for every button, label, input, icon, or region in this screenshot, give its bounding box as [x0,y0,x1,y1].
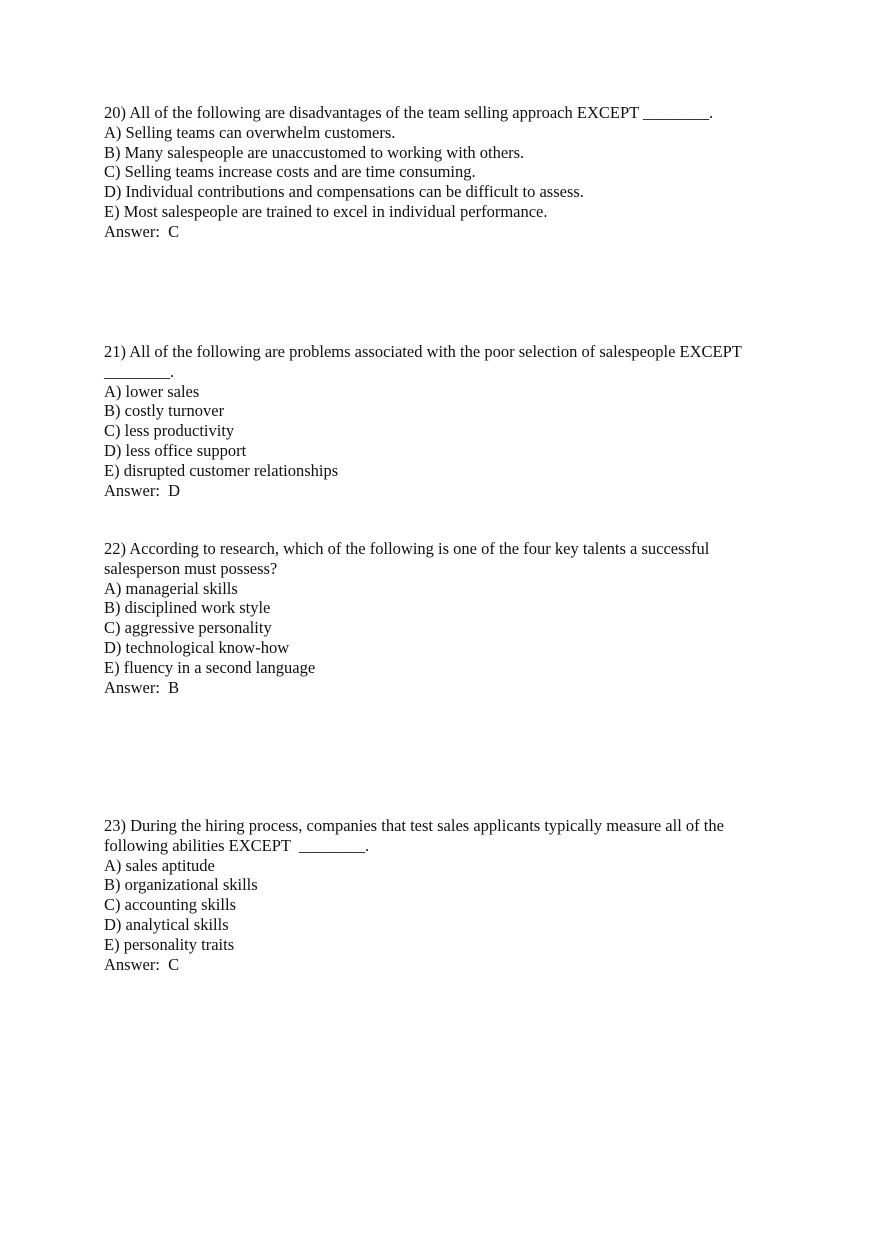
question-stem-continued: salesperson must possess? [104,558,278,578]
question-stem-continued: ________. [104,361,175,381]
answer-option-c: C) less productivity [104,421,235,441]
answer-option-a: A) sales aptitude [104,855,215,875]
answer-option-b: B) organizational skills [104,875,258,895]
answer-option-d: D) analytical skills [104,914,229,934]
answer-option-a: A) managerial skills [104,578,238,598]
answer-option-b: B) disciplined work style [104,598,271,618]
answer-option-a: A) Selling teams can overwhelm customers. [104,122,396,142]
answer-option-e: E) personality traits [104,934,235,954]
answer-key: Answer: B [104,677,180,697]
question-20 [104,103,804,242]
question-21 [104,342,804,500]
question-stem: 21) All of the following are problems associated with the poor selection of salespeople EXCEPT [104,342,742,361]
answer-option-d: D) technological know-how [104,637,290,657]
answer-option-d: D) less office support [104,440,247,460]
answer-option-e: E) disrupted customer relationships [104,460,339,480]
question-stem-continued: following abilities EXCEPT ________. [104,835,370,855]
answer-option-e: E) fluency in a second language [104,657,316,677]
question-stem: 22) According to research, which of the following is one of the four key talents a successful [104,539,710,558]
answer-option-b: B) Many salespeople are unaccustomed to working with others. [104,142,525,162]
answer-option-b: B) costly turnover [104,401,225,421]
answer-option-c: C) accounting skills [104,895,236,915]
answer-key: Answer: C [104,221,180,241]
answer-option-d: D) Individual contributions and compensations can be difficult to assess. [104,182,584,202]
question-stem: 23) During the hiring process, companies that test sales applicants typically measure all of the [104,816,724,835]
answer-option-e: E) Most salespeople are trained to excel in individual performance. [104,201,548,221]
question-stem: 20) All of the following are disadvantages of the team selling approach EXCEPT ________. [104,103,714,122]
answer-option-c: C) Selling teams increase costs and are time consuming. [104,162,476,182]
answer-key: Answer: D [104,480,181,500]
answer-option-a: A) lower sales [104,381,200,401]
question-22 [104,539,804,697]
question-23 [104,816,804,974]
answer-option-c: C) aggressive personality [104,618,272,638]
answer-key: Answer: C [104,954,180,974]
